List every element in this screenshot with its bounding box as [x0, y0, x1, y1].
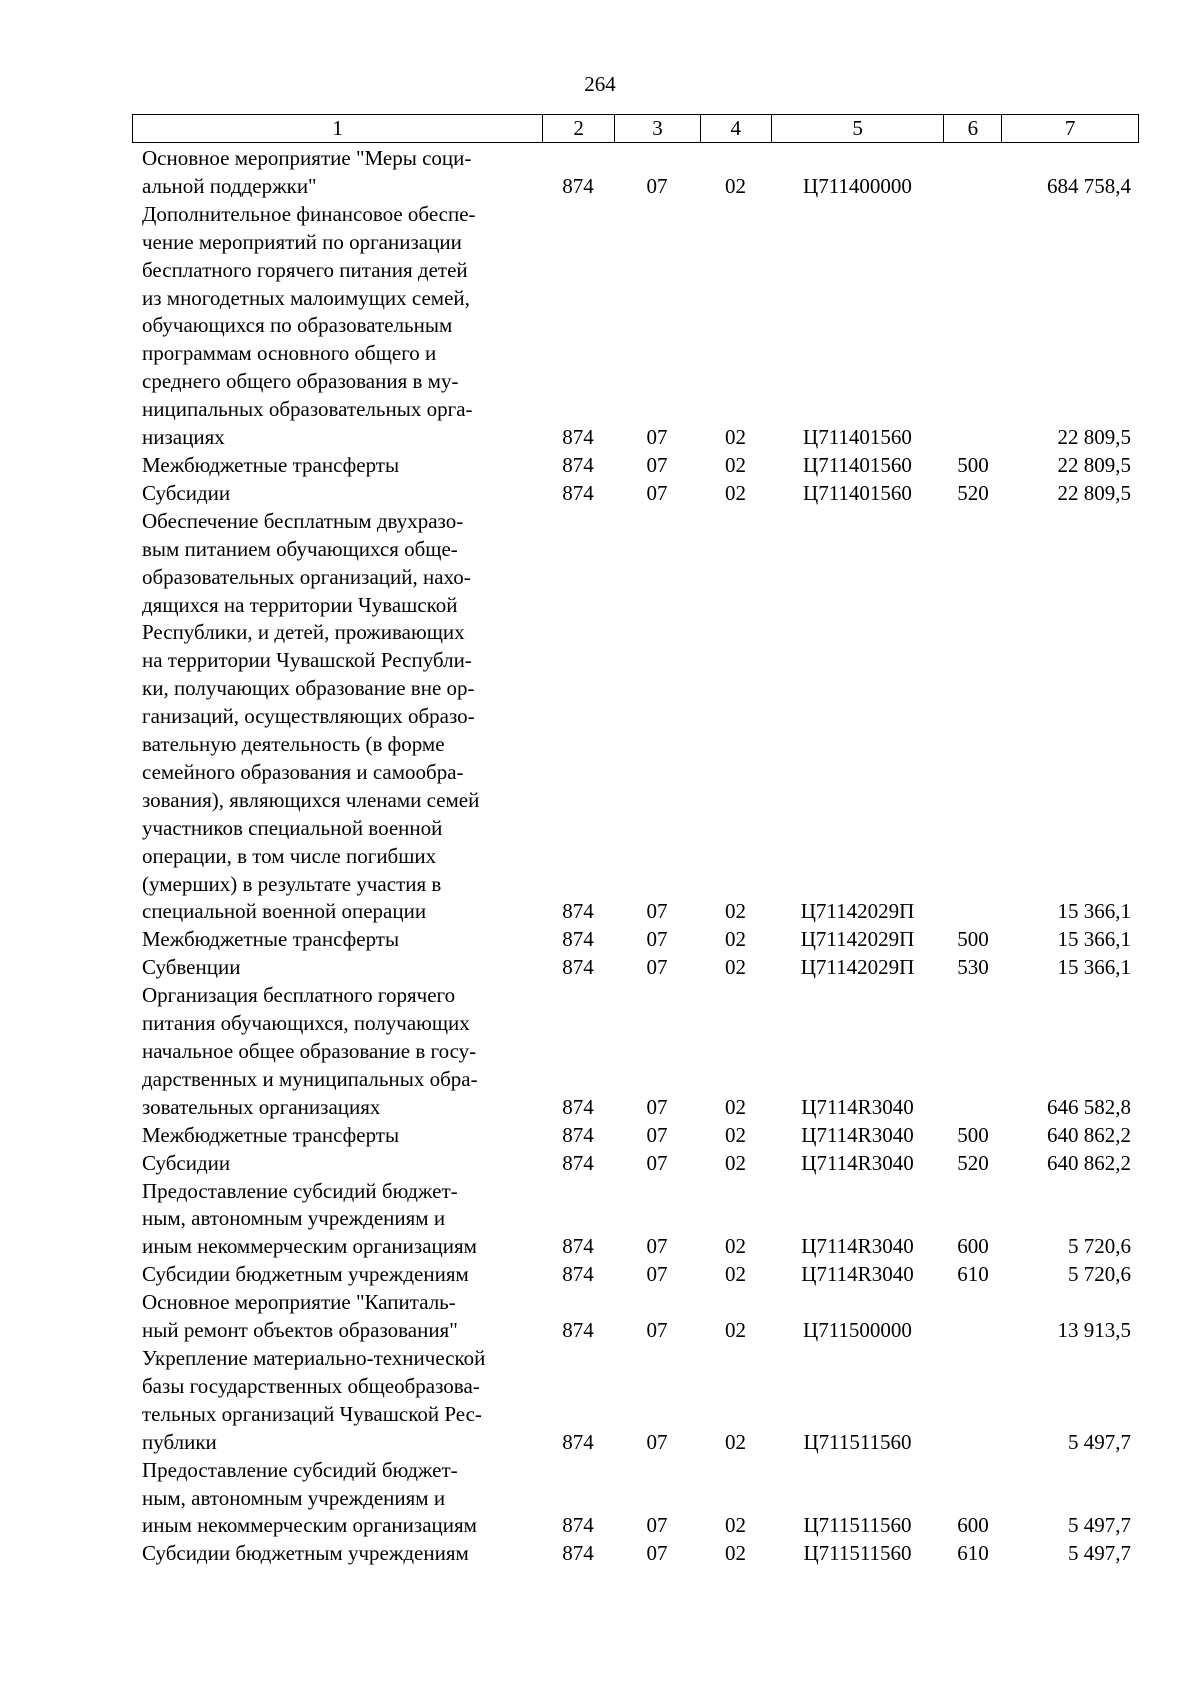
- code-expense-type: 530: [957, 955, 989, 980]
- code-subsection: 02: [725, 899, 746, 924]
- row-label: Субсидии бюджетным учреждениям: [142, 1262, 469, 1287]
- code-admin: 874: [562, 1150, 594, 1175]
- code-section: 07: [646, 452, 668, 477]
- code-target: Ц711401560: [803, 452, 912, 477]
- code-expense-type: 500: [957, 452, 989, 477]
- page-number: 264: [584, 72, 616, 96]
- code-section: 07: [646, 1234, 668, 1259]
- header-col-5: 5: [771, 115, 944, 142]
- code-subsection: 02: [725, 1150, 746, 1175]
- code-subsection: 02: [725, 1541, 746, 1566]
- header-col-4: 4: [700, 115, 771, 142]
- amount: 5 720,6: [1068, 1234, 1131, 1259]
- header-col-1: 1: [332, 116, 343, 140]
- code-target: Ц71142029П: [800, 899, 915, 924]
- amount: 13 913,5: [1057, 1318, 1131, 1343]
- code-target: Ц711400000: [803, 173, 912, 198]
- table-row: [132, 926, 1139, 954]
- amount: 15 366,1: [1057, 927, 1131, 952]
- code-section: 07: [646, 1150, 668, 1175]
- code-admin: 874: [562, 955, 594, 980]
- row-label: Организация бесплатного горячего питания обучающихся, получающих начальное общее образование в госу- дарственных и муниципальных обра- зовательных организациях: [142, 983, 478, 1119]
- code-admin: 874: [562, 480, 594, 505]
- amount: 646 582,8: [1047, 1094, 1131, 1119]
- code-target: Ц7114R3040: [801, 1150, 914, 1175]
- code-subsection: 02: [725, 452, 746, 477]
- table-row: [132, 452, 1139, 480]
- code-admin: 874: [562, 927, 594, 952]
- code-section: 07: [646, 955, 668, 980]
- row-label: Дополнительное финансовое обеспе- чение мероприятий по организации бесплатного горячего питания детей из многодетных малоимущих семей, обучающихся по образовательным программам основного общего и среднего общего образования в му- ниципальных образовательных орга- низациях: [142, 201, 476, 450]
- amount: 640 862,2: [1047, 1150, 1131, 1175]
- code-subsection: 02: [725, 1234, 746, 1259]
- code-admin: 874: [562, 1318, 594, 1343]
- row-label: Субвенции: [142, 955, 241, 980]
- code-target: Ц7114R3040: [801, 1262, 914, 1287]
- row-label: Межбюджетные трансферты: [142, 452, 400, 477]
- code-target: Ц711401560: [803, 480, 912, 505]
- amount: 640 862,2: [1047, 1122, 1131, 1147]
- code-target: Ц711511560: [803, 1513, 912, 1538]
- row-label: Субсидии: [142, 1150, 231, 1175]
- code-admin: 874: [562, 425, 594, 450]
- row-label: Основное мероприятие "Капиталь- ный ремонт объектов образования": [142, 1290, 458, 1343]
- code-expense-type: 610: [957, 1541, 989, 1566]
- table-row: [132, 1457, 1139, 1541]
- table-row: [132, 480, 1139, 508]
- code-section: 07: [646, 1094, 668, 1119]
- code-target: Ц71142029П: [800, 927, 915, 952]
- code-section: 07: [646, 480, 668, 505]
- row-label: Укрепление материально-технической базы государственных общеобразова- тельных организаций Чувашской Рес- публики: [142, 1345, 486, 1454]
- code-expense-type: 520: [957, 480, 989, 505]
- table-row: [132, 145, 1139, 201]
- row-label: Предоставление субсидий бюджет- ным, автономным учреждениям и иным некоммерческим организациям: [142, 1178, 477, 1259]
- code-section: 07: [646, 1429, 668, 1454]
- table-row: [132, 954, 1139, 982]
- code-subsection: 02: [725, 1094, 746, 1119]
- code-section: 07: [646, 1513, 668, 1538]
- code-subsection: 02: [725, 1318, 746, 1343]
- code-subsection: 02: [725, 1262, 746, 1287]
- table-row: [132, 1289, 1139, 1345]
- code-expense-type: 500: [957, 1122, 989, 1147]
- header-col-6: 6: [943, 115, 1001, 142]
- row-label: Субсидии: [142, 480, 231, 505]
- code-target: Ц7114R3040: [801, 1234, 914, 1259]
- amount: 15 366,1: [1057, 955, 1131, 980]
- row-label: Межбюджетные трансферты: [142, 927, 400, 952]
- row-label: Предоставление субсидий бюджет- ным, автономным учреждениям и иным некоммерческим организациям: [142, 1457, 477, 1538]
- code-section: 07: [646, 173, 668, 198]
- code-subsection: 02: [725, 1513, 746, 1538]
- code-section: 07: [646, 425, 668, 450]
- code-target: Ц71142029П: [800, 955, 915, 980]
- amount: 5 497,7: [1068, 1541, 1131, 1566]
- code-expense-type: 600: [957, 1513, 989, 1538]
- table-row: [132, 1540, 1139, 1568]
- header-col-7: 7: [1001, 115, 1138, 142]
- code-section: 07: [646, 899, 668, 924]
- table-header: [132, 114, 1139, 143]
- header-col-2: 2: [542, 115, 614, 142]
- table-row: [132, 982, 1139, 1122]
- code-target: Ц711500000: [803, 1318, 912, 1343]
- amount: 22 809,5: [1057, 452, 1131, 477]
- code-subsection: 02: [725, 955, 746, 980]
- table-row: [132, 1261, 1139, 1289]
- code-section: 07: [646, 1122, 668, 1147]
- amount: 5 497,7: [1068, 1513, 1131, 1538]
- code-target: Ц7114R3040: [801, 1122, 914, 1147]
- code-subsection: 02: [725, 425, 746, 450]
- table-row: [132, 1150, 1139, 1178]
- code-section: 07: [646, 1262, 668, 1287]
- row-label: Субсидии бюджетным учреждениям: [142, 1541, 469, 1566]
- amount: 15 366,1: [1057, 899, 1131, 924]
- row-label: Основное мероприятие "Меры соци- альной поддержки": [142, 146, 472, 198]
- table-row: [132, 201, 1139, 452]
- code-admin: 874: [562, 899, 594, 924]
- code-section: 07: [646, 1541, 668, 1566]
- amount: 5 497,7: [1068, 1429, 1131, 1454]
- code-target: Ц7114R3040: [801, 1094, 914, 1119]
- code-expense-type: 600: [957, 1234, 989, 1259]
- code-subsection: 02: [725, 1122, 746, 1147]
- row-label: Обеспечение бесплатным двухразо- вым питанием обучающихся обще- образовательных организаций, нахо- дящихся на территории Чувашской Республики, и детей, проживающих на территории Чувашской Республи- ки, получающих образование вне ор- ганизаций, осуществляющих образо- вательную деятельность (в форме семейного образования и самообра- зования), являющихся членами семей участников специальной военной операции, в том числе погибших (умерших) в результате участия в специальной военной операции: [142, 508, 480, 924]
- code-expense-type: 520: [957, 1150, 989, 1175]
- table-body: [132, 145, 1139, 1568]
- code-admin: 874: [562, 1234, 594, 1259]
- code-admin: 874: [562, 452, 594, 477]
- table-row: [132, 1122, 1139, 1150]
- code-section: 07: [646, 927, 668, 952]
- code-subsection: 02: [725, 927, 746, 952]
- code-admin: 874: [562, 173, 594, 198]
- code-subsection: 02: [725, 480, 746, 505]
- code-expense-type: 610: [957, 1262, 989, 1287]
- amount: 684 758,4: [1047, 173, 1131, 198]
- header-col-3: 3: [614, 115, 700, 142]
- code-admin: 874: [562, 1541, 594, 1566]
- amount: 22 809,5: [1057, 480, 1131, 505]
- table-row: [132, 508, 1139, 927]
- code-target: Ц711511560: [803, 1541, 912, 1566]
- code-target: Ц711511560: [803, 1429, 912, 1454]
- code-admin: 874: [562, 1262, 594, 1287]
- code-subsection: 02: [725, 173, 746, 198]
- code-section: 07: [646, 1318, 668, 1343]
- code-admin: 874: [562, 1094, 594, 1119]
- code-target: Ц711401560: [803, 425, 912, 450]
- table-row: [132, 1345, 1139, 1457]
- amount: 5 720,6: [1068, 1262, 1131, 1287]
- table-row: [132, 1178, 1139, 1262]
- code-subsection: 02: [725, 1429, 746, 1454]
- code-admin: 874: [562, 1122, 594, 1147]
- code-admin: 874: [562, 1513, 594, 1538]
- row-label: Межбюджетные трансферты: [142, 1122, 400, 1147]
- amount: 22 809,5: [1057, 425, 1131, 450]
- code-admin: 874: [562, 1429, 594, 1454]
- code-expense-type: 500: [957, 927, 989, 952]
